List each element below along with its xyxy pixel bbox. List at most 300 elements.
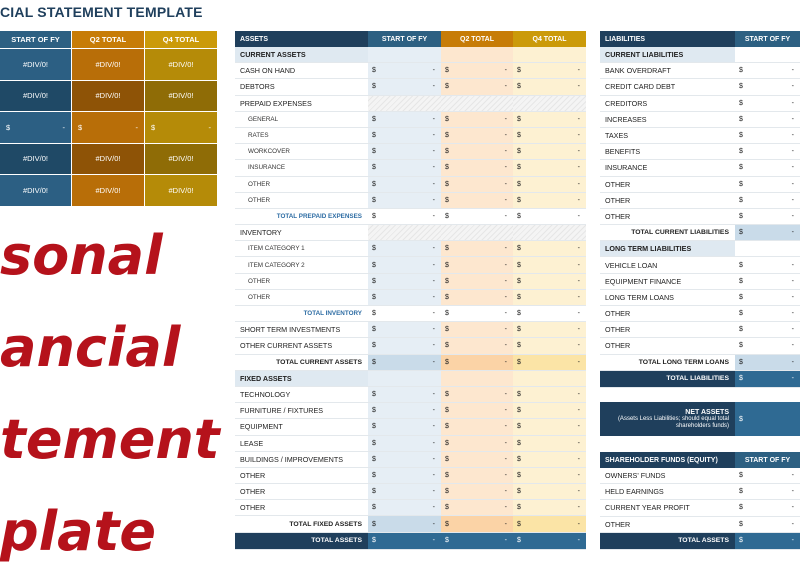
cell-value: - <box>504 115 507 123</box>
row-label: OTHER <box>248 196 271 204</box>
summary-cell[interactable]: #DIV/0! <box>145 49 218 80</box>
cell-value: - <box>577 115 580 123</box>
value-cell[interactable] <box>441 468 513 483</box>
table-row <box>600 355 800 371</box>
value-cell[interactable] <box>368 338 441 353</box>
table-row <box>600 371 800 388</box>
currency-sign: $ <box>445 132 449 140</box>
value-cell[interactable] <box>735 160 800 175</box>
currency-sign: $ <box>445 293 449 301</box>
cell-value: - <box>432 67 435 75</box>
value-cell[interactable] <box>735 338 800 353</box>
value-cell[interactable] <box>368 516 441 531</box>
currency-sign: $ <box>445 164 449 172</box>
row-label: TOTAL INVENTORY <box>235 306 368 321</box>
cell-value: - <box>791 277 794 285</box>
value-cell[interactable] <box>368 225 441 240</box>
value-cell[interactable] <box>513 225 586 240</box>
value-cell[interactable] <box>735 79 800 94</box>
value-cell[interactable] <box>441 47 513 62</box>
value-cell[interactable] <box>368 290 441 305</box>
value-cell[interactable] <box>368 160 441 175</box>
table-row <box>235 371 586 387</box>
row-label: CREDIT CARD DEBT <box>605 82 676 92</box>
value-cell[interactable] <box>368 484 441 499</box>
value-cell[interactable] <box>368 112 441 127</box>
summary-row <box>0 174 218 206</box>
value-cell[interactable] <box>368 452 441 467</box>
value-cell[interactable] <box>441 274 513 289</box>
value-cell[interactable] <box>368 387 441 402</box>
row-label: TOTAL CURRENT ASSETS <box>235 355 368 370</box>
value-cell[interactable] <box>513 338 586 353</box>
table-row <box>600 160 800 176</box>
cell-value: - <box>504 245 507 253</box>
value-cell[interactable] <box>368 355 441 370</box>
value-cell[interactable] <box>735 500 800 515</box>
cell-value: - <box>432 293 435 301</box>
table-row <box>235 225 586 241</box>
cell-value: - <box>504 455 507 463</box>
row-label: TOTAL CURRENT LIABILITIES <box>600 225 735 240</box>
currency-sign: $ <box>445 326 449 334</box>
value-cell[interactable] <box>368 322 441 337</box>
table-row <box>235 274 586 290</box>
value-cell[interactable] <box>735 290 800 305</box>
value-cell[interactable] <box>513 484 586 499</box>
value-cell[interactable] <box>513 419 586 434</box>
value-cell[interactable] <box>513 79 586 94</box>
table-row <box>235 338 586 354</box>
currency-sign: $ <box>739 115 743 123</box>
cell-value: - <box>504 293 507 301</box>
summary-cell[interactable]: #DIV/0! <box>0 81 72 112</box>
cell-value: - <box>577 439 580 447</box>
value-cell[interactable] <box>441 160 513 175</box>
summary-cell[interactable]: #DIV/0! <box>0 144 72 175</box>
value-cell[interactable] <box>735 209 800 224</box>
row-label: OTHER <box>605 341 631 351</box>
table-row <box>235 355 586 371</box>
currency-sign: $ <box>517 439 521 447</box>
summary-cell[interactable]: #DIV/0! <box>72 81 145 112</box>
currency-sign: $ <box>517 132 521 140</box>
value-cell[interactable] <box>441 452 513 467</box>
row-label: HELD EARNINGS <box>605 487 664 497</box>
cell-value: - <box>791 132 794 140</box>
value-cell[interactable] <box>441 241 513 256</box>
value-cell[interactable] <box>513 306 586 321</box>
overlay-line: tement <box>0 408 220 471</box>
summary-cell[interactable] <box>145 112 218 143</box>
value-cell[interactable] <box>441 436 513 451</box>
summary-cell[interactable]: #DIV/0! <box>72 49 145 80</box>
value-cell[interactable] <box>513 533 586 549</box>
row-label: EQUIPMENT <box>240 422 283 432</box>
cell-value: - <box>791 67 794 75</box>
currency-sign: $ <box>517 277 521 285</box>
cell-value: - <box>432 391 435 399</box>
value-cell[interactable] <box>513 47 586 62</box>
assets-table <box>235 31 586 550</box>
value-cell[interactable] <box>368 306 441 321</box>
value-cell[interactable] <box>735 63 800 78</box>
value-cell[interactable] <box>368 128 441 143</box>
value-cell[interactable] <box>513 371 586 386</box>
currency-sign: $ <box>517 326 521 334</box>
row-label: FIXED ASSETS <box>235 371 368 386</box>
value-cell[interactable] <box>513 257 586 272</box>
summary-cell[interactable]: #DIV/0! <box>145 144 218 175</box>
cell-value: - <box>577 455 580 463</box>
value-cell[interactable] <box>441 500 513 515</box>
currency-sign: $ <box>739 196 743 204</box>
value-cell[interactable] <box>513 177 586 192</box>
value-cell[interactable] <box>441 144 513 159</box>
table-row <box>600 274 800 290</box>
cell-value: - <box>791 148 794 156</box>
value-cell[interactable] <box>368 436 441 451</box>
value-cell[interactable] <box>368 419 441 434</box>
currency-sign: $ <box>78 122 83 132</box>
value-cell[interactable] <box>368 144 441 159</box>
value-cell[interactable] <box>368 63 441 78</box>
summary-cell[interactable]: #DIV/0! <box>145 81 218 112</box>
value-cell[interactable] <box>441 290 513 305</box>
table-row <box>600 225 800 241</box>
table-row <box>600 177 800 193</box>
table-row <box>235 419 586 435</box>
row-label: OTHER <box>605 179 631 189</box>
currency-sign: $ <box>517 537 521 545</box>
table-row <box>600 144 800 160</box>
summary-cell[interactable] <box>0 112 72 143</box>
value-cell[interactable] <box>513 63 586 78</box>
summary-cell[interactable]: #DIV/0! <box>0 175 72 206</box>
currency-sign: $ <box>372 391 376 399</box>
currency-sign: $ <box>517 488 521 496</box>
currency-sign: $ <box>372 196 376 204</box>
cell-value: - <box>432 488 435 496</box>
value-cell[interactable] <box>368 257 441 272</box>
value-cell[interactable] <box>441 403 513 418</box>
cell-value: - <box>504 358 507 366</box>
cell-value: - <box>791 115 794 123</box>
cell-value: - <box>432 245 435 253</box>
currency-sign: $ <box>445 439 449 447</box>
currency-sign: $ <box>372 261 376 269</box>
cell-value: - <box>432 504 435 512</box>
value-cell[interactable] <box>735 112 800 127</box>
cell-value: - <box>577 423 580 431</box>
row-label: ITEM CATEGORY 1 <box>248 245 305 253</box>
cell-value: - <box>432 261 435 269</box>
value-cell[interactable] <box>441 371 513 386</box>
value-cell[interactable] <box>368 79 441 94</box>
currency-sign: $ <box>517 148 521 156</box>
currency-sign: $ <box>372 310 376 318</box>
value-cell[interactable] <box>368 403 441 418</box>
currency-sign: $ <box>445 180 449 188</box>
row-label: DEBTORS <box>240 82 275 92</box>
row-label: OTHER <box>248 293 271 301</box>
cell-value: - <box>432 471 435 479</box>
currency-sign: $ <box>372 164 376 172</box>
cell-value: - <box>577 310 580 318</box>
cell-value: - <box>791 229 794 237</box>
value-cell[interactable] <box>735 517 800 532</box>
table-row <box>235 112 586 128</box>
currency-sign: $ <box>372 488 376 496</box>
value-cell[interactable] <box>368 177 441 192</box>
value-cell[interactable] <box>441 419 513 434</box>
value-cell[interactable] <box>513 290 586 305</box>
currency-sign: $ <box>739 180 743 188</box>
value-cell[interactable] <box>441 484 513 499</box>
row-label: LONG TERM LIABILITIES <box>600 241 735 256</box>
summary-cell[interactable]: #DIV/0! <box>0 49 72 80</box>
summary-cell[interactable]: #DIV/0! <box>145 175 218 206</box>
value-cell[interactable] <box>735 468 800 483</box>
liabilities-header-start: START OF FY <box>735 31 800 47</box>
value-cell[interactable] <box>441 338 513 353</box>
currency-sign: $ <box>372 423 376 431</box>
page-title: CIAL STATEMENT TEMPLATE <box>0 4 203 20</box>
value-cell[interactable] <box>735 241 800 256</box>
table-row <box>600 306 800 322</box>
table-row <box>600 257 800 273</box>
currency-sign: $ <box>739 99 743 107</box>
value-cell[interactable] <box>368 47 441 62</box>
currency-sign: $ <box>517 423 521 431</box>
value-cell[interactable] <box>368 193 441 208</box>
table-row <box>600 112 800 128</box>
cell-value: - <box>577 180 580 188</box>
row-label: LONG TERM LOANS <box>605 292 674 302</box>
summary-row <box>0 143 218 175</box>
value-cell[interactable] <box>735 47 800 62</box>
cell-value: - <box>791 310 794 318</box>
cell-value: - <box>432 439 435 447</box>
cell-value: - <box>504 132 507 140</box>
value-cell[interactable] <box>368 371 441 386</box>
value-cell[interactable] <box>513 355 586 370</box>
row-label: CURRENT LIABILITIES <box>600 47 735 62</box>
value-cell[interactable] <box>368 96 441 111</box>
row-label: OTHER CURRENT ASSETS <box>240 341 333 351</box>
value-cell[interactable] <box>735 322 800 337</box>
value-cell[interactable] <box>735 484 800 499</box>
table-row <box>235 79 586 95</box>
value-cell[interactable] <box>368 500 441 515</box>
value-cell[interactable] <box>513 112 586 127</box>
value-cell[interactable] <box>513 387 586 402</box>
currency-sign: $ <box>739 293 743 301</box>
value-cell[interactable] <box>513 241 586 256</box>
currency-sign: $ <box>372 245 376 253</box>
table-row <box>235 306 586 322</box>
table-row <box>235 144 586 160</box>
value-cell[interactable] <box>441 79 513 94</box>
cell-value: - <box>432 537 435 545</box>
cell-value: - <box>577 83 580 91</box>
value-cell[interactable] <box>441 257 513 272</box>
value-cell[interactable] <box>441 177 513 192</box>
cell-value: - <box>791 375 794 383</box>
currency-sign: $ <box>372 326 376 334</box>
value-cell[interactable] <box>735 306 800 321</box>
value-cell[interactable] <box>513 274 586 289</box>
value-cell[interactable] <box>513 193 586 208</box>
currency-sign: $ <box>372 67 376 75</box>
cell-value: - <box>504 423 507 431</box>
liabilities-body <box>600 47 800 388</box>
value-cell[interactable] <box>513 209 586 224</box>
value-cell[interactable] <box>735 371 800 387</box>
currency-sign: $ <box>372 537 376 545</box>
currency-sign: $ <box>445 407 449 415</box>
currency-sign: $ <box>372 358 376 366</box>
value-cell[interactable] <box>735 257 800 272</box>
currency-sign: $ <box>445 83 449 91</box>
currency-sign: $ <box>445 148 449 156</box>
row-label: INCREASES <box>605 114 647 124</box>
net-assets-value[interactable] <box>735 402 800 436</box>
value-cell[interactable] <box>513 452 586 467</box>
summary-cell[interactable] <box>72 112 145 143</box>
cell-value: - <box>577 196 580 204</box>
value-cell[interactable] <box>441 533 513 549</box>
equity-table <box>600 452 800 550</box>
overlay-title <box>0 210 230 564</box>
value-cell[interactable] <box>441 209 513 224</box>
value-cell[interactable] <box>513 96 586 111</box>
value-cell[interactable] <box>441 193 513 208</box>
summary-cell[interactable]: #DIV/0! <box>72 175 145 206</box>
value-cell[interactable] <box>441 96 513 111</box>
currency-sign: $ <box>372 180 376 188</box>
row-label: OTHER <box>240 470 266 480</box>
value-cell[interactable] <box>735 355 800 370</box>
value-cell[interactable] <box>513 436 586 451</box>
value-cell[interactable] <box>441 322 513 337</box>
currency-sign: $ <box>517 196 521 204</box>
table-row <box>235 241 586 257</box>
value-cell[interactable] <box>368 209 441 224</box>
currency-sign: $ <box>445 488 449 496</box>
value-cell[interactable] <box>735 177 800 192</box>
value-cell[interactable] <box>441 63 513 78</box>
currency-sign: $ <box>739 212 743 220</box>
value-cell[interactable] <box>735 144 800 159</box>
value-cell[interactable] <box>368 274 441 289</box>
value-cell[interactable] <box>735 193 800 208</box>
cell-value: - <box>577 261 580 269</box>
table-row <box>600 533 800 550</box>
value-cell[interactable] <box>513 160 586 175</box>
cell-value: - <box>432 407 435 415</box>
value-cell[interactable] <box>368 533 441 549</box>
value-cell[interactable] <box>513 128 586 143</box>
row-label: OTHER <box>248 277 271 285</box>
cell-value: - <box>791 83 794 91</box>
currency-sign: $ <box>517 407 521 415</box>
currency-sign: $ <box>372 342 376 350</box>
cell-value: - <box>432 520 435 528</box>
value-cell[interactable] <box>441 355 513 370</box>
cell-value: - <box>432 148 435 156</box>
value-cell[interactable] <box>735 96 800 111</box>
currency-sign: $ <box>517 391 521 399</box>
value-cell[interactable] <box>441 128 513 143</box>
currency-sign: $ <box>445 423 449 431</box>
cell-value: - <box>577 293 580 301</box>
cell-value: - <box>504 504 507 512</box>
row-label: OTHER <box>605 211 631 221</box>
value-cell[interactable] <box>441 516 513 531</box>
value-cell[interactable] <box>735 225 800 240</box>
cell-value: - <box>791 326 794 334</box>
value-cell[interactable] <box>441 387 513 402</box>
currency-sign: $ <box>372 212 376 220</box>
cell-value: - <box>504 196 507 204</box>
value-cell[interactable] <box>513 516 586 531</box>
cell-value: - <box>432 455 435 463</box>
value-cell[interactable] <box>735 274 800 289</box>
currency-sign: $ <box>739 520 743 528</box>
currency-sign: $ <box>739 472 743 480</box>
table-row <box>235 533 586 550</box>
assets-header <box>235 31 586 47</box>
value-cell[interactable] <box>513 403 586 418</box>
value-cell[interactable] <box>735 533 800 549</box>
value-cell[interactable] <box>513 500 586 515</box>
currency-sign: $ <box>739 261 743 269</box>
currency-sign: $ <box>739 83 743 91</box>
row-label: CURRENT YEAR PROFIT <box>605 503 690 513</box>
value-cell[interactable] <box>513 322 586 337</box>
cell-value: - <box>504 326 507 334</box>
cell-value: - <box>62 122 65 132</box>
row-label: OTHER <box>240 503 266 513</box>
currency-sign: $ <box>517 212 521 220</box>
value-cell[interactable] <box>513 144 586 159</box>
value-cell[interactable] <box>513 468 586 483</box>
cell-value: - <box>791 488 794 496</box>
value-cell[interactable] <box>441 306 513 321</box>
currency-sign: $ <box>517 342 521 350</box>
cell-value: - <box>577 245 580 253</box>
value-cell[interactable] <box>368 468 441 483</box>
assets-header-q2: Q2 TOTAL <box>441 31 513 47</box>
summary-header-q4: Q4 TOTAL <box>145 31 218 48</box>
value-cell[interactable] <box>441 112 513 127</box>
cell-value: - <box>791 520 794 528</box>
row-label: FURNITURE / FIXTURES <box>240 406 324 416</box>
summary-cell[interactable]: #DIV/0! <box>72 144 145 175</box>
row-label: CURRENT ASSETS <box>235 47 368 62</box>
cell-value: - <box>208 122 211 132</box>
currency-sign: $ <box>445 520 449 528</box>
value-cell[interactable] <box>368 241 441 256</box>
cell-value: - <box>577 67 580 75</box>
cell-value: - <box>791 261 794 269</box>
value-cell[interactable] <box>735 128 800 143</box>
table-row <box>600 290 800 306</box>
currency-sign: $ <box>517 115 521 123</box>
value-cell[interactable] <box>441 225 513 240</box>
cell-value: - <box>791 99 794 107</box>
